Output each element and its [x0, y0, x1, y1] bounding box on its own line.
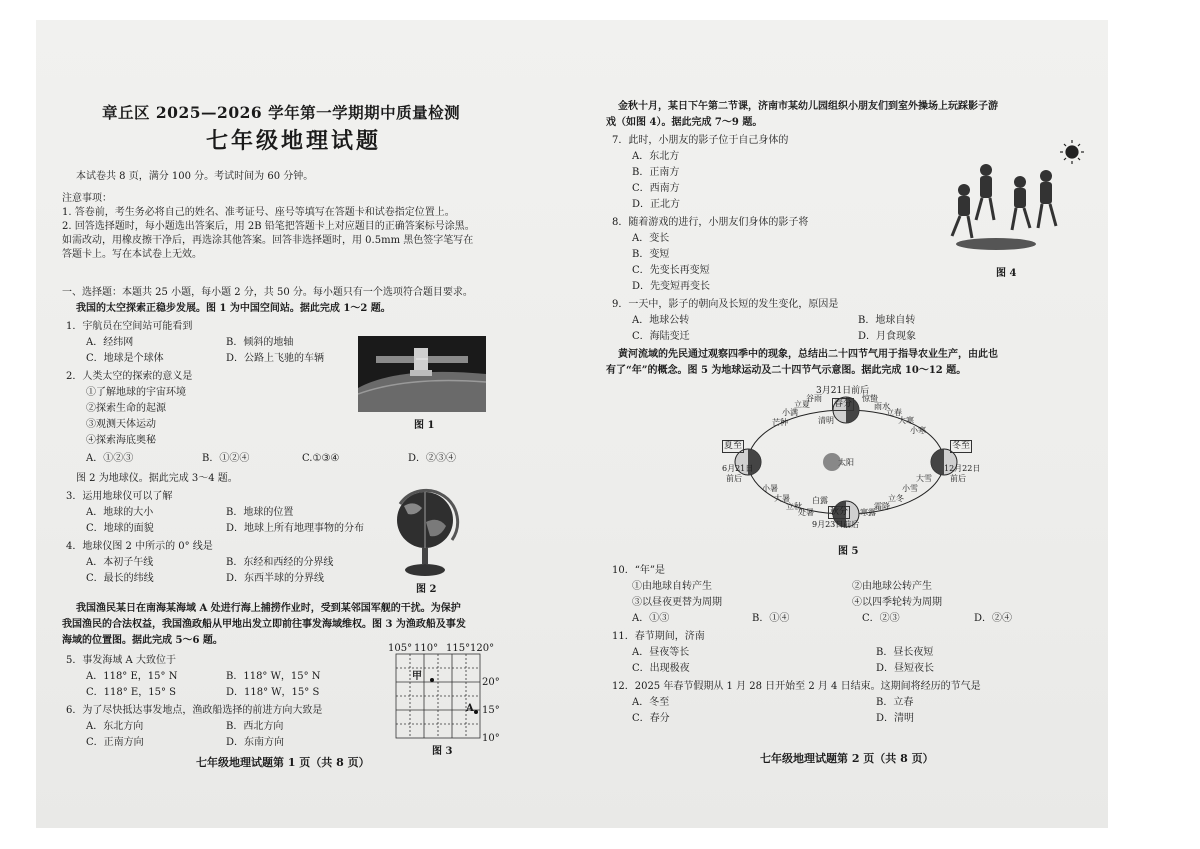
list-item: ④以四季轮转为周期	[852, 597, 942, 608]
solar-term: 惊蛰	[862, 394, 878, 403]
spring-equinox-label: 春分	[834, 399, 853, 409]
solar-term: 清明	[818, 416, 834, 425]
option: D．昼短夜长	[876, 663, 935, 674]
option: B．118° W，15° N	[226, 671, 321, 682]
list-item: ②由地球公转产生	[852, 581, 932, 592]
notice-line: 如需改动，用橡皮擦干净后，再选涂其他答案。回答非选择题时，用 0.5mm 黑色签字笔写在	[62, 235, 474, 246]
solar-term: 大寒	[898, 416, 914, 425]
option: D．东西半球的分界线	[226, 573, 325, 584]
option: A．昼夜等长	[632, 647, 690, 658]
exam-intro: 本试卷共 8 页，满分 100 分。考试时间为 60 分钟。	[76, 171, 314, 182]
lon-label: 120°	[470, 643, 495, 654]
lat-label: 10°	[482, 733, 500, 744]
exam-page-2	[576, 20, 1108, 828]
question-lead: 我国渔民某日在南海某海域 A 处进行海上捕捞作业时，受到某邻国军舰的干扰。为保护	[76, 603, 461, 614]
option: A．经纬网	[86, 337, 134, 348]
point-a	[474, 710, 478, 714]
option: D．东南方向	[226, 737, 285, 748]
option: B．东经和西经的分界线	[226, 557, 334, 568]
question-6: 6．为了尽快抵达事发地点，渔政船选择的前进方向大致是	[66, 705, 323, 716]
solar-term: 小满	[782, 408, 798, 417]
solar-term: 大暑	[774, 494, 790, 503]
option: C．地球是个球体	[86, 353, 164, 364]
solar-term: 立夏	[794, 400, 810, 409]
option: D．②④	[974, 613, 1013, 624]
summer-date: 前后	[726, 474, 742, 483]
solar-term: 小寒	[910, 426, 926, 435]
option: D．月食现象	[858, 331, 917, 342]
point-jia-label: 甲	[412, 671, 422, 682]
solar-term: 霜降	[874, 502, 890, 511]
option: A．地球公转	[632, 315, 690, 326]
question-lead: 有了“年”的概念。图 5 为地球运动及二十四节气示意图。据此完成 10～12 题。	[606, 365, 967, 376]
option: A．地球的大小	[86, 507, 154, 518]
summer-solstice-label: 夏至	[724, 441, 743, 451]
question-lead: 海域的位置图。据此完成 5～6 题。	[62, 635, 223, 646]
question-lead: 金秋十月，某日下午第二节课，济南市某幼儿园组织小朋友们到室外操场上玩踩影子游	[618, 101, 998, 112]
option: A．①③	[632, 613, 670, 624]
list-item: ④探索海底奥秘	[86, 435, 156, 446]
solar-term: 小雪	[902, 484, 918, 493]
lon-label: 115°	[446, 643, 471, 654]
solar-term: 立秋	[786, 502, 802, 511]
notice-line: 答题卡上。写在本试卷上无效。	[62, 249, 202, 260]
option: C．地球的面貌	[86, 523, 154, 534]
option: D．②③④	[408, 453, 457, 464]
question-12: 12．2025 年春节假期从 1 月 28 日开始至 2 月 4 日结束。这期间将经历的节气是	[612, 681, 981, 692]
question-3: 3．运用地球仪可以了解	[66, 491, 173, 502]
option: B．立春	[876, 697, 914, 708]
notice-line: 2. 回答选择题时，每小题选出答案后，用 2B 铅笔把答题卡上对应题目的正确答案标号涂黑。	[62, 221, 475, 232]
option: B．地球的位置	[226, 507, 294, 518]
option: C．最长的纬线	[86, 573, 154, 584]
option: D．118° W，15° S	[226, 687, 320, 698]
option: C．正南方向	[86, 737, 144, 748]
lon-label: 105°	[388, 643, 413, 654]
space-station-photo	[358, 336, 486, 412]
question-8: 8．随着游戏的进行，小朋友们身体的影子将	[612, 217, 809, 228]
option: A．东北方向	[86, 721, 144, 732]
option: A．118° E，15° N	[86, 671, 178, 682]
option: C.①③④	[302, 453, 340, 464]
notice-heading: 注意事项：	[62, 193, 112, 204]
exam-page-1	[36, 20, 566, 828]
question-lead: 黄河流域的先民通过观察四季中的现象，总结出二十四节气用于指导农业生产，由此也	[618, 349, 998, 360]
solar-term: 雨水	[874, 402, 890, 411]
figure-4-caption: 图 4	[996, 268, 1017, 279]
question-lead: 我国渔民的合法权益，我国渔政船从甲地出发立即前往事发海域维权。图 3 为渔政船及事发	[62, 619, 466, 630]
option: B．西北方向	[226, 721, 284, 732]
subject-title: 七年级地理试题	[206, 128, 382, 154]
option: A．本初子午线	[86, 557, 154, 568]
option: D．先变短再变长	[632, 281, 711, 292]
option: C．118° E，15° S	[86, 687, 176, 698]
option: B．倾斜的地轴	[226, 337, 294, 348]
question-2: 2．人类太空的探索的意义是	[66, 371, 193, 382]
scanned-exam-sheet	[36, 20, 1108, 828]
question-lead: 我国的太空探索正稳步发展。图 1 为中国空间站。据此完成 1～2 题。	[76, 303, 391, 314]
solar-term: 芒种	[772, 418, 788, 427]
question-1: 1．宇航员在空间站可能看到	[66, 321, 193, 332]
question-4: 4．地球仪图 2 中所示的 0° 线是	[66, 541, 213, 552]
option: B．①②④	[202, 453, 250, 464]
summer-date: 6月21日	[722, 464, 754, 473]
question-5: 5．事发海域 A 大致位于	[66, 655, 176, 666]
solar-term: 小暑	[762, 484, 778, 493]
solar-term: 白露	[812, 496, 828, 505]
question-11: 11．春节期间，济南	[612, 631, 705, 642]
winter-date: 12月22日	[944, 464, 981, 473]
question-lead: 戏（如图 4）。据此完成 7～9 题。	[606, 117, 763, 128]
option: B．正南方	[632, 167, 680, 178]
solar-term: 处暑	[798, 508, 814, 517]
option: C．春分	[632, 713, 670, 724]
list-item: ③观测天体运动	[86, 419, 156, 430]
option: D．正北方	[632, 199, 681, 210]
autumn-equinox-date: 9月23日前后	[812, 520, 860, 529]
solar-term: 寒露	[860, 508, 876, 517]
option: A．①②③	[86, 453, 134, 464]
point-a-label: A	[466, 703, 474, 714]
point-jia	[430, 678, 434, 682]
option: A．冬至	[632, 697, 670, 708]
option: A．东北方	[632, 151, 680, 162]
option: D．地球上所有地理事物的分布	[226, 523, 365, 534]
page-footer: 七年级地理试题第 2 页（共 8 页）	[760, 752, 934, 765]
globe-illustration	[390, 482, 460, 580]
sun-label: 太阳	[838, 458, 854, 467]
solar-term: 立冬	[888, 494, 904, 503]
list-item: ①由地球自转产生	[632, 581, 712, 592]
solar-term: 大雪	[916, 474, 932, 483]
option: C．西南方	[632, 183, 680, 194]
option: D．公路上飞驰的车辆	[226, 353, 325, 364]
winter-solstice-label: 冬至	[952, 441, 971, 451]
autumn-equinox-label: 秋分	[830, 507, 849, 517]
page-footer: 七年级地理试题第 1 页（共 8 页）	[196, 756, 370, 769]
option: D．清明	[876, 713, 915, 724]
option: B．变短	[632, 249, 670, 260]
question-10: 10．“年”是	[612, 565, 665, 576]
solar-term: 谷雨	[806, 394, 822, 403]
figure-3-caption: 图 3	[432, 746, 453, 757]
notice-line: 1. 答卷前，考生务必将自己的姓名、准考证号、座号等填写在答题卡和试卷指定位置上。	[62, 207, 455, 218]
lon-label: 110°	[414, 643, 439, 654]
exam-title: 章丘区 2025—2026 学年第一学期期中质量检测	[102, 103, 461, 122]
question-9: 9．一天中，影子的朝向及长短的发生变化，原因是	[612, 299, 839, 310]
option: C．先变长再变短	[632, 265, 710, 276]
question-lead: 图 2 为地球仪。据此完成 3～4 题。	[76, 473, 238, 484]
figure-5-caption: 图 5	[838, 546, 859, 557]
lat-label: 20°	[482, 677, 500, 688]
figure-2-caption: 图 2	[416, 584, 437, 595]
children-playing-illustration	[936, 140, 1086, 260]
lat-label: 15°	[482, 705, 500, 716]
section-heading: 一、选择题：本题共 25 小题，每小题 2 分，共 50 分。每小题只有一个选项符合题目要求。	[62, 287, 473, 298]
option: B．昼长夜短	[876, 647, 934, 658]
question-7: 7．此时，小朋友的影子位于自己身体的	[612, 135, 789, 146]
figure-1-caption: 图 1	[414, 420, 435, 431]
option: C．出现极夜	[632, 663, 690, 674]
solar-term: 立春	[886, 408, 902, 417]
winter-date: 前后	[950, 474, 966, 483]
option: B．地球自转	[858, 315, 916, 326]
list-item: ①了解地球的宇宙环境	[86, 387, 186, 398]
option: A．变长	[632, 233, 670, 244]
spring-equinox-date: 3月21日前后	[816, 386, 870, 396]
list-item: ③以昼夜更替为周期	[632, 597, 722, 608]
option: C．②③	[862, 613, 900, 624]
option: C．海陆变迁	[632, 331, 690, 342]
list-item: ②探索生命的起源	[86, 403, 166, 414]
option: B．①④	[752, 613, 790, 624]
